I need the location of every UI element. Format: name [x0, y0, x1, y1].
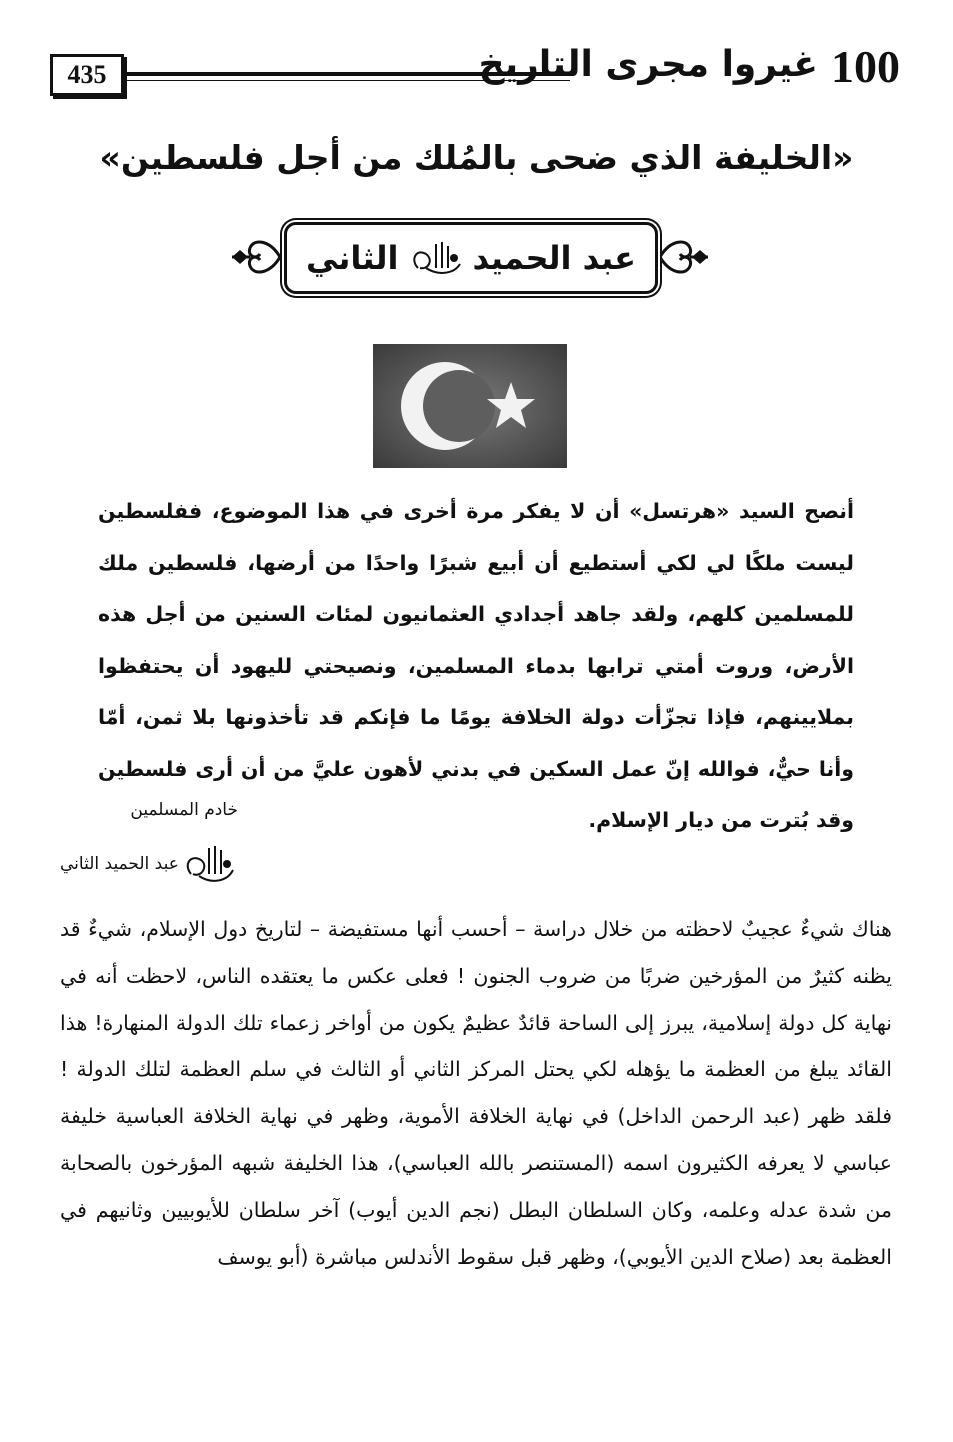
sultan-ordinal: الثاني: [305, 239, 399, 277]
ottoman-flag-image: [373, 344, 567, 468]
sultan-name: عبد الحميد: [472, 239, 637, 277]
chapter-title-cartouche: [228, 218, 712, 304]
tughra-icon: [408, 238, 462, 278]
page-number: 435: [50, 54, 124, 96]
sultan-quote: أنصح السيد «هرتسل» أن لا يفكر مرة أخرى في هذا الموضوع، ففلسطين ليست ملكًا لي لكي أستطيع أن أبيع شبرًا واحدًا من أرضها، فلسطين ملك للمسلمين كلهم، ولقد جاهد أجدادي العثمانيون لمئات السنين من أجل هذه الأرض، وروت أمتي ترابها بدماء المسلمين، ونصيحتي لليهود أن يحتفظوا بملايينهم، فإذا تجزّأت دولة الخلافة يومًا ما فإنكم قد تأخذونها بلا ثمن، أمّا وأنا حيٌّ، فوالله إنّ عمل السكين في بدني لأهون عليَّ من أن أرى فلسطين وقد بُترت من ديار الإسلام.: [98, 499, 854, 832]
body-paragraph: هناك شيءٌ عجيبٌ لاحظته من خلال دراسة – أحسب أنها مستفيضة – لتاريخ دول الإسلام، شيءٌ قد يظنه كثيرٌ من المؤرخين ضربًا من ضروب الجنون ! فعلى عكس ما يعتقده الناس، لاحظت أنه في نهاية كل دولة إسلامية، يبرز إلى الساحة قائدٌ عظيمٌ يكون من أواخر زعماء تلك الدولة المنهارة! هذا القائد يبلغ من العظمة ما يؤهله لكي يحتل المركز الثاني أو الثالث في سلم العظمة لتلك الدولة ! فلقد ظهر (عبد الرحمن الداخل) في نهاية الخلافة الأموية، وظهر في نهاية الخلافة العباسية خليفة عباسي لا يعرفه الكثيرون اسمه (المستنصر بالله العباسي)، هذا الخليفة شبهه المؤرخون بالصحابة من شدة عدله وعلمه، وكان السلطان البطل (نجم الدين أيوب) آخر سلطان للأيوبيين وثانيهم في العظمة بعد (صلاح الدين الأيوبي)، وظهر قبل سقوط الأندلس مباشرة (أبو يوسف: [60, 917, 892, 1269]
book-number: 100: [831, 41, 900, 92]
chapter-subtitle: «الخليفة الذي ضحى بالمُلك من أجل فلسطين»: [99, 138, 854, 177]
signature: [60, 842, 235, 886]
signature-title: خادم المسلمين: [130, 800, 238, 820]
page-header: [50, 40, 900, 100]
right-ornament-icon: [656, 232, 712, 282]
signature-tughra-icon: [183, 842, 235, 886]
cartouche-frame: [284, 222, 658, 294]
body-text: [60, 906, 892, 1280]
left-ornament-icon: [228, 232, 284, 282]
book-title: غيروا مجرى التاريخ: [478, 44, 818, 85]
signature-name: عبد الحميد الثاني: [60, 854, 179, 874]
